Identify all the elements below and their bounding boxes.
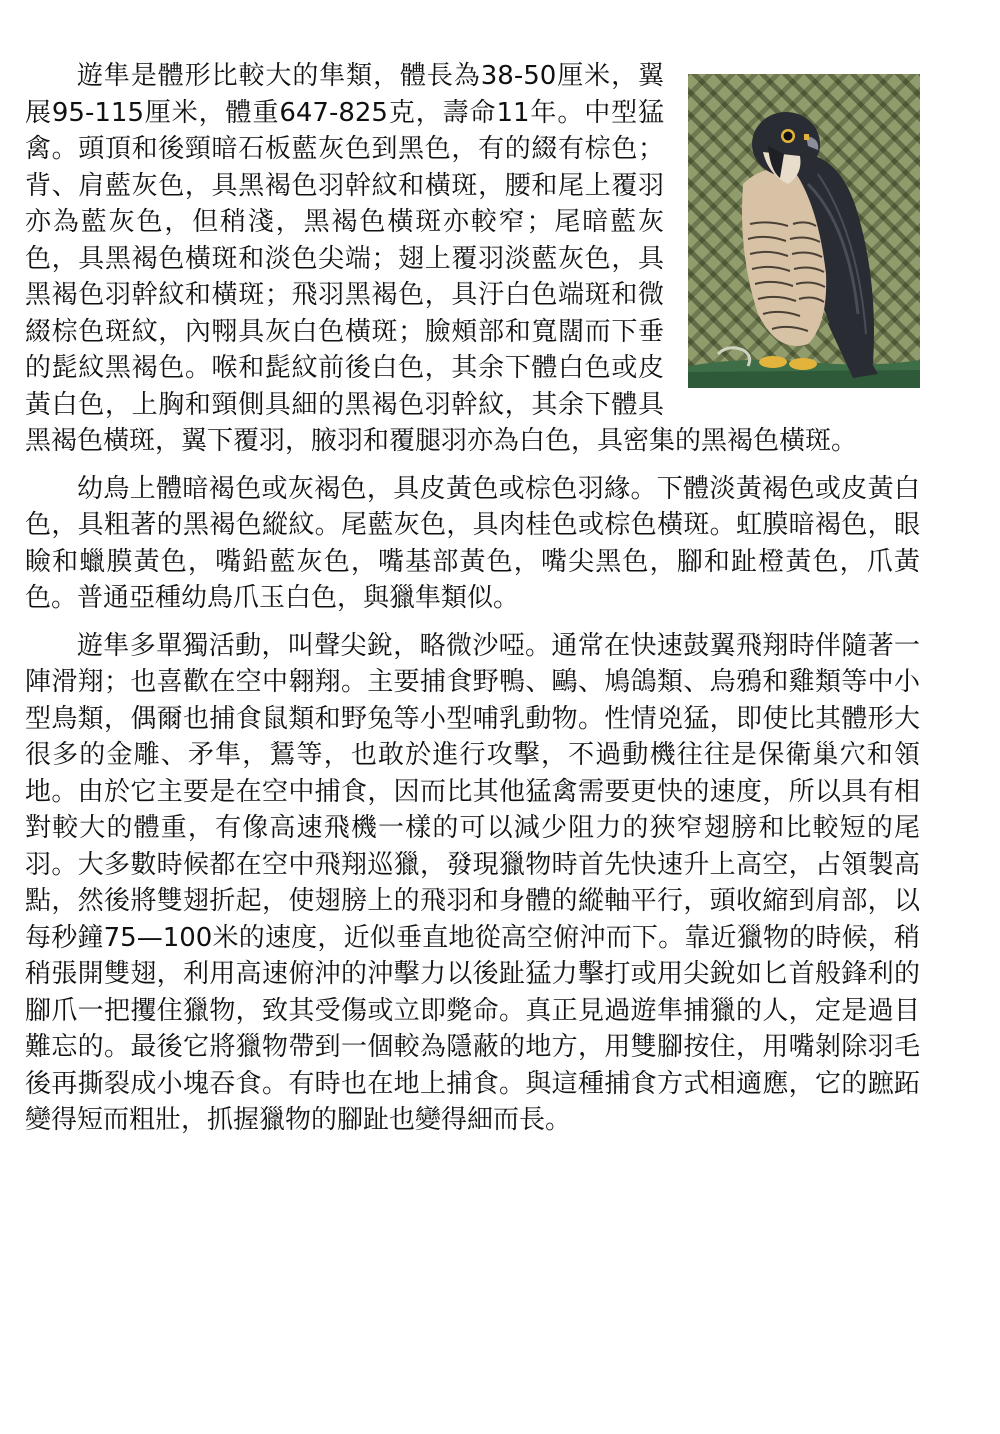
article-body xyxy=(25,58,920,1150)
paragraph-1: 遊隼是體形比較大的隼類，體長為38-50厘米，翼展95-115厘米，體重647-825克，壽命11年。中型猛禽。頭頂和後頸暗石板藍灰色到黑色，有的綴有棕色；背、肩藍灰色，具黑褐色羽幹紋和橫斑，腰和尾上覆羽亦為藍灰色，但稍淺，黑褐色橫斑亦較窄；尾暗藍灰色，具黑褐色橫斑和淡色尖端；翅上覆羽淡藍灰色，具黑褐色羽幹紋和橫斑；飛羽黑褐色，具汙白色端斑和微綴棕色斑紋，內翈具灰白色橫斑；臉頰部和寬闊而下垂的髭紋黑褐色。喉和髭紋前後白色，其余下體白色或皮黃白色，上胸和頸側具細的黑褐色羽幹紋，其余下體具黑褐色橫斑，翼下覆羽，腋羽和覆腿羽亦為白色，具密集的黑褐色橫斑。 xyxy=(25,61,858,456)
paragraph-2: 幼鳥上體暗褐色或灰褐色，具皮黃色或棕色羽緣。下體淡黃褐色或皮黃白色，具粗著的黑褐色縱紋。尾藍灰色，具肉桂色或棕色橫斑。虹膜暗褐色，眼瞼和蠟膜黃色，嘴鉛藍灰色，嘴基部黃色，嘴尖黑色，腳和趾橙黃色，爪黃色。普通亞種幼鳥爪玉白色，與獵隼類似。 xyxy=(25,473,920,613)
falcon-photo xyxy=(688,74,920,388)
paragraph-3: 遊隼多單獨活動，叫聲尖銳，略微沙啞。通常在快速鼓翼飛翔時伴隨著一陣滑翔；也喜歡在空中翱翔。主要捕食野鴨、鷗、鳩鴿類、烏鴉和雞類等中小型鳥類，偶爾也捕食鼠類和野兔等小型哺乳動物。性情兇猛，即使比其體形大很多的金雕、矛隼，鵟等，也敢於進行攻擊，不過動機往往是保衛巢穴和領地。由於它主要是在空中捕食，因而比其他猛禽需要更快的速度，所以具有相對較大的體重，有像高速飛機一樣的可以減少阻力的狹窄翅膀和比較短的尾羽。大多數時候都在空中飛翔巡獵，發現獵物時首先快速升上高空，占領製高點，然後將雙翅折起，使翅膀上的飛羽和身體的縱軸平行，頭收縮到肩部，以每秒鐘75—100米的速度，近似垂直地從高空俯沖而下。靠近獵物的時候，稍稍張開雙翅，利用高速俯沖的沖擊力以後趾猛力擊打或用尖銳如匕首般鋒利的腳爪一把攫住獵物，致其受傷或立即斃命。真正見過遊隼捕獵的人，定是過目難忘的。最後它將獵物帶到一個較為隱蔽的地方，用雙腳按住，用嘴剝除羽毛後再撕裂成小塊吞食。有時也在地上捕食。與這種捕食方式相適應，它的蹠跖變得短而粗壯，抓握獵物的腳趾也變得細而長。 xyxy=(25,630,920,1135)
falcon-illustration xyxy=(688,74,920,388)
